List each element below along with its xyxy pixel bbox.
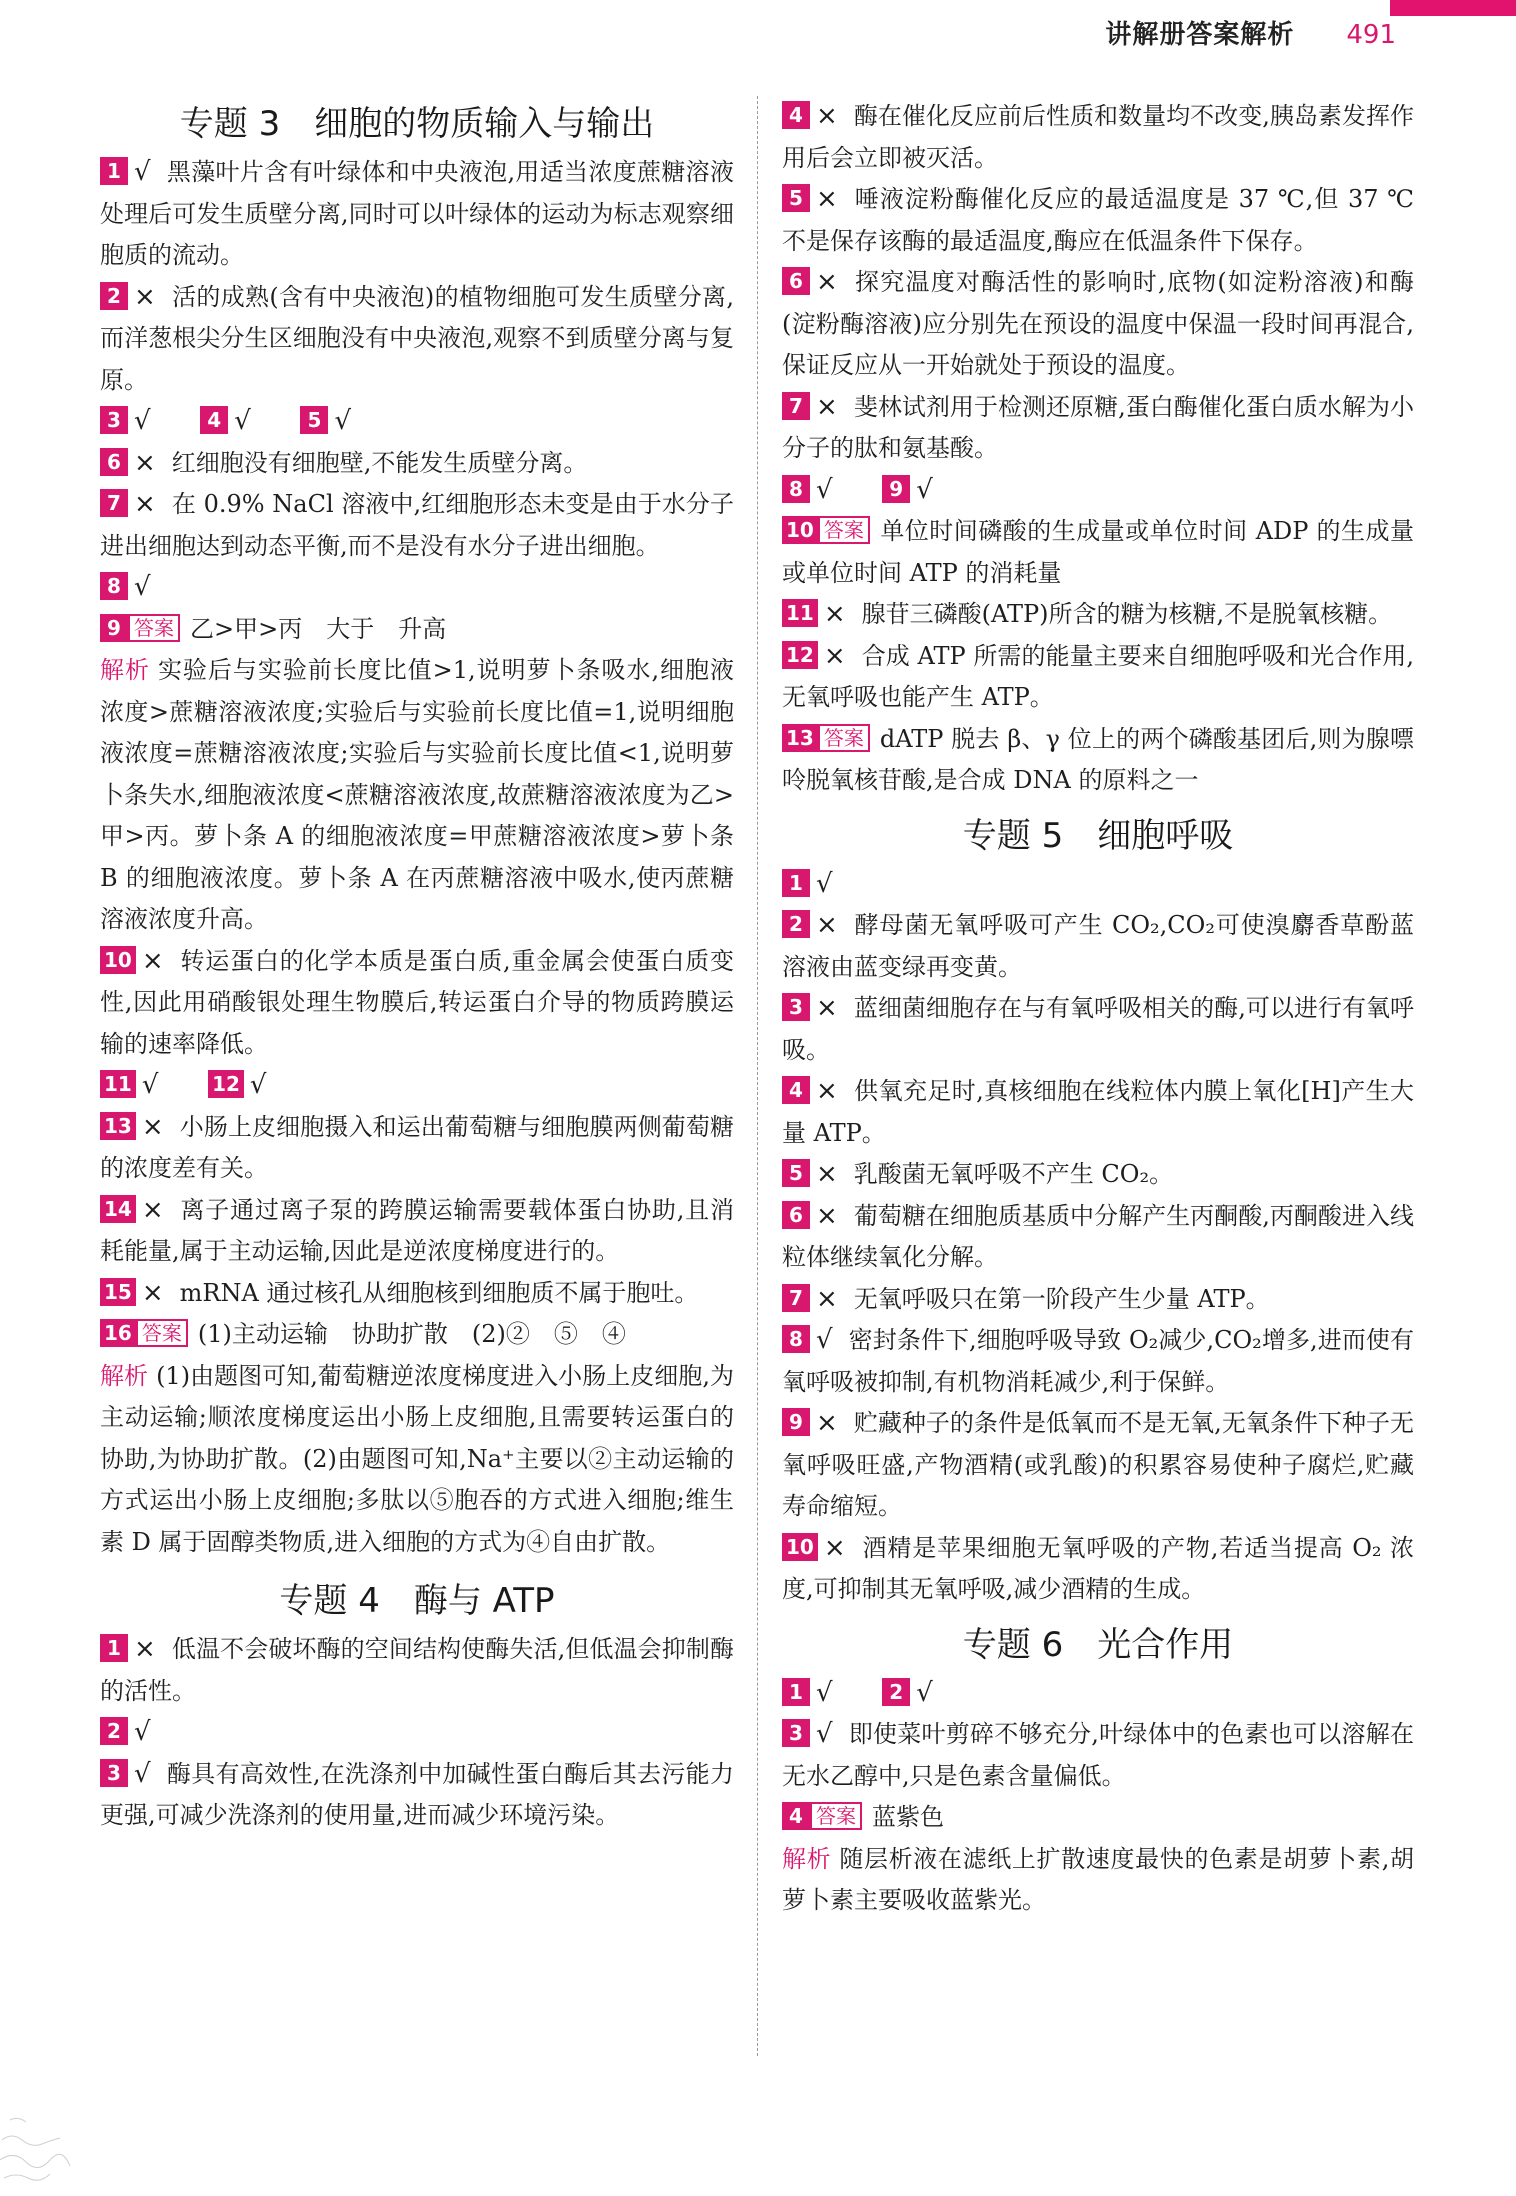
question-number: 1 xyxy=(100,1634,128,1662)
explanation-text: 低温不会破坏酶的空间结构使酶失活,但低温会抑制酶的活性。 xyxy=(100,1635,734,1705)
answer-mark: × xyxy=(141,1194,164,1225)
answer-mark: × xyxy=(816,993,838,1023)
question-number: 4 xyxy=(782,101,810,129)
items-s4-q8-q9 xyxy=(782,470,1414,512)
explanation-text: 供氧充足时,真核细胞在线粒体内膜上氧化[H]产生大量 ATP。 xyxy=(782,1077,1414,1147)
analysis-label: 解析 xyxy=(100,1361,149,1390)
item-s4-q4 xyxy=(782,96,1414,179)
item-s4-q3 xyxy=(100,1754,734,1837)
column-divider xyxy=(757,96,758,2056)
item-s5-q2 xyxy=(782,905,1414,988)
question-number: 10 xyxy=(782,1533,818,1561)
question-number: 8 xyxy=(782,475,810,503)
answer-mark: × xyxy=(134,1634,156,1664)
explanation-text: 酵母菌无氧呼吸可产生 CO₂,CO₂可使溴麝香草酚蓝溶液由蓝变绿再变黄。 xyxy=(782,911,1414,981)
item-s3-q13 xyxy=(100,1107,734,1190)
header-title: 讲解册答案解析 xyxy=(1105,20,1295,50)
answer-mark: × xyxy=(816,184,838,214)
question-number: 13 xyxy=(100,1112,136,1140)
explanation-text: 转运蛋白的化学本质是蛋白质,重金属会使蛋白质变性,因此用硝酸银处理生物膜后,转运蛋白介导的物质跨膜运输的速率降低。 xyxy=(100,946,734,1058)
item-s4-q5 xyxy=(782,179,1414,262)
item-s4-q11 xyxy=(782,594,1414,636)
answer-mark: × xyxy=(134,281,156,312)
answer-mark: √ xyxy=(916,1677,933,1708)
item-s6-q2 xyxy=(882,1679,949,1707)
item-s3-q2 xyxy=(100,277,734,402)
explanation-text: 腺苷三磷酸(ATP)所含的糖为核糖,不是脱氧核糖。 xyxy=(861,600,1393,628)
answer-mark: × xyxy=(816,1076,838,1106)
corner-accent-bar xyxy=(1390,0,1516,16)
question-number: 5 xyxy=(300,406,328,434)
question-number: 16 xyxy=(100,1319,136,1347)
answer-mark: √ xyxy=(141,1070,159,1100)
explanation-text: 葡萄糖在细胞质基质中分解产生丙酮酸,丙酮酸进入线粒体继续氧化分解。 xyxy=(782,1201,1414,1271)
analysis-s3-q9 xyxy=(100,650,734,941)
explanation-text: 离子通过离子泵的跨膜运输需要载体蛋白协助,且消耗能量,属于主动运输,因此是逆浓度梯度进行的。 xyxy=(100,1195,734,1265)
answer-mark: × xyxy=(816,910,838,940)
answer-mark: × xyxy=(816,1283,838,1314)
question-number: 3 xyxy=(782,1719,810,1747)
page-number: 491 xyxy=(1346,20,1396,50)
answer-tag: 答案 xyxy=(136,1319,188,1347)
question-number: 5 xyxy=(782,1159,810,1187)
item-s4-q13 xyxy=(782,719,1414,802)
analysis-label: 解析 xyxy=(782,1844,832,1873)
question-number: 6 xyxy=(782,1201,810,1229)
answer-mark: × xyxy=(816,391,838,422)
item-s4-q10 xyxy=(782,511,1414,594)
question-number: 10 xyxy=(100,946,136,974)
items-s3-q3-q5 xyxy=(100,401,734,443)
answer-mark: √ xyxy=(134,406,151,436)
answer-mark: √ xyxy=(334,406,352,436)
analysis-s3-q16 xyxy=(100,1356,734,1564)
question-number: 3 xyxy=(782,993,810,1021)
item-s4-q7 xyxy=(782,387,1414,470)
question-number: 12 xyxy=(208,1070,244,1098)
item-s4-q1 xyxy=(100,1629,734,1712)
answer-text: (1)主动运输 协助扩散 (2)② ⑤ ④ xyxy=(197,1320,626,1348)
item-s6-q1 xyxy=(782,1679,849,1707)
answer-mark: × xyxy=(816,101,838,131)
question-number: 1 xyxy=(782,869,810,897)
answer-mark: × xyxy=(141,945,164,976)
item-s3-q12 xyxy=(208,1071,282,1099)
question-number: 7 xyxy=(100,489,128,517)
question-number: 4 xyxy=(782,1802,810,1830)
question-number: 8 xyxy=(100,572,128,600)
question-number: 13 xyxy=(782,724,818,752)
answer-mark: √ xyxy=(816,1719,833,1749)
answer-mark: √ xyxy=(816,1325,833,1355)
item-s3-q16 xyxy=(100,1314,734,1356)
item-s5-q5 xyxy=(782,1154,1414,1196)
answer-mark: × xyxy=(134,489,156,519)
explanation-text: 即使菜叶剪碎不够充分,叶绿体中的色素也可以溶解在无水乙醇中,只是色素含量偏低。 xyxy=(782,1720,1414,1790)
question-number: 6 xyxy=(782,267,810,295)
item-s4-q8 xyxy=(782,476,849,504)
question-number: 9 xyxy=(782,1408,810,1436)
analysis-s6-q4 xyxy=(782,1839,1414,1922)
item-s5-q8 xyxy=(782,1320,1414,1403)
answer-text: 单位时间磷酸的生成量或单位时间 ADP 的生成量或单位时间 ATP 的消耗量 xyxy=(782,517,1414,587)
question-number: 7 xyxy=(782,1284,810,1312)
analysis-text: 实验后与实验前长度比值>1,说明萝卜条吸水,细胞液浓度>蔗糖溶液浓度;实验后与实验前长度比值=1,说明细胞液浓度=蔗糖溶液浓度;实验后与实验前长度比值<1,说明萝卜条失水,细胞液浓度<蔗糖溶液浓度,故蔗糖溶液浓度为乙>甲>丙。萝卜条 A 的细胞液浓度=甲蔗糖溶液浓度>萝卜条 B 的细胞液浓度。萝卜条 A 在丙蔗糖溶液中吸水,使丙蔗糖溶液浓度升高。 xyxy=(100,656,735,933)
answer-text: 蓝紫色 xyxy=(872,1803,944,1831)
answer-mark: √ xyxy=(249,1070,267,1100)
item-s6-q4 xyxy=(782,1797,1414,1839)
section-title-3: 专题 3 细胞的物质输入与输出 xyxy=(179,104,655,144)
explanation-text: 探究温度对酶活性的影响时,底物(如淀粉溶液)和酶(淀粉酶溶液)应分别先在预设的温度中保温一段时间再混合,保证反应从一开始就处于预设的温度。 xyxy=(782,268,1414,379)
item-s3-q9 xyxy=(100,609,734,651)
question-number: 5 xyxy=(782,184,810,212)
question-number: 3 xyxy=(100,406,128,434)
item-s3-q7 xyxy=(100,484,734,567)
explanation-text: 合成 ATP 所需的能量主要来自细胞呼吸和光合作用,无氧呼吸也能产生 ATP。 xyxy=(782,641,1414,711)
item-s4-q12 xyxy=(782,636,1414,719)
explanation-text: 无氧呼吸只在第一阶段产生少量 ATP。 xyxy=(853,1284,1270,1313)
answer-mark: √ xyxy=(816,1677,833,1708)
analysis-label: 解析 xyxy=(100,656,150,684)
analysis-text: (1)由题图可知,葡萄糖逆浓度梯度进入小肠上皮细胞,为主动运输;顺浓度梯度运出小肠上皮细胞,且需要转运蛋白的协助,为协助扩散。(2)由题图可知,Na⁺主要以②主动运输的方式运出小肠上皮细胞;多肽以⑤胞吞的方式进入细胞;维生素 D 属于固醇类物质,进入细胞的方式为④自由扩散。 xyxy=(100,1361,734,1556)
item-s3-q6 xyxy=(100,443,734,485)
section-title-6: 专题 6 光合作用 xyxy=(962,1624,1234,1665)
explanation-text: 唾液淀粉酶催化反应的最适温度是 37 ℃,但 37 ℃不是保存该酶的最适温度,酶应在低温条件下保存。 xyxy=(782,185,1414,255)
answer-mark: √ xyxy=(816,474,833,505)
answer-tag: 答案 xyxy=(818,724,870,752)
question-number: 1 xyxy=(100,157,128,185)
answer-mark: × xyxy=(134,447,156,478)
analysis-text: 随层析液在滤纸上扩散速度最快的色素是胡萝卜素,胡萝卜素主要吸收蓝紫光。 xyxy=(782,1844,1414,1914)
item-s3-q4 xyxy=(200,407,267,435)
question-number: 4 xyxy=(200,406,228,434)
item-s5-q7 xyxy=(782,1279,1414,1321)
question-number: 11 xyxy=(100,1070,136,1098)
answer-mark: √ xyxy=(134,157,151,187)
item-s3-q11 xyxy=(100,1071,174,1099)
explanation-text: 红细胞没有细胞壁,不能发生质壁分离。 xyxy=(171,448,588,477)
answer-mark: × xyxy=(823,1532,846,1563)
item-s5-q9 xyxy=(782,1403,1414,1528)
answer-tag: 答案 xyxy=(818,516,870,544)
explanation-text: 蓝细菌细胞存在与有氧呼吸相关的酶,可以进行有氧呼吸。 xyxy=(782,994,1414,1064)
answer-mark: √ xyxy=(134,1758,151,1789)
answer-text: 乙>甲>丙 大于 升高 xyxy=(190,614,447,643)
section-title-4: 专题 4 酶与 ATP xyxy=(279,1581,555,1621)
item-s5-q3 xyxy=(782,988,1414,1071)
question-number: 14 xyxy=(100,1195,136,1223)
right-column xyxy=(782,96,1414,2156)
item-s4-q6 xyxy=(782,262,1414,387)
item-s5-q1 xyxy=(782,864,1414,906)
answer-mark: × xyxy=(816,1408,838,1438)
item-s5-q4 xyxy=(782,1071,1414,1154)
corner-scan-noise xyxy=(0,2080,150,2190)
explanation-text: 酶具有高效性,在洗涤剂中加碱性蛋白酶后其去污能力更强,可减少洗涤剂的使用量,进而减少环境污染。 xyxy=(100,1759,734,1829)
answer-mark: √ xyxy=(916,474,933,505)
item-s3-q1 xyxy=(100,152,734,277)
question-number: 9 xyxy=(882,475,910,503)
answer-mark: × xyxy=(823,640,846,671)
explanation-text: 黑藻叶片含有叶绿体和中央液泡,用适当浓度蔗糖溶液处理后可发生质壁分离,同时可以叶绿体的运动为标志观察细胞质的流动。 xyxy=(100,158,734,269)
answer-mark: × xyxy=(141,1277,164,1308)
item-s3-q14 xyxy=(100,1190,734,1273)
item-s3-q8 xyxy=(100,567,734,609)
question-number: 4 xyxy=(782,1076,810,1104)
answer-mark: √ xyxy=(134,572,151,602)
answer-tag: 答案 xyxy=(128,614,180,642)
item-s3-q3 xyxy=(100,407,167,435)
explanation-text: mRNA 通过核孔从细胞核到细胞质不属于胞吐。 xyxy=(179,1278,699,1307)
item-s3-q5 xyxy=(300,407,367,435)
item-s5-q10 xyxy=(782,1528,1414,1611)
question-number: 11 xyxy=(782,599,818,627)
explanation-text: 乳酸菌无氧呼吸不产生 CO₂。 xyxy=(853,1160,1174,1188)
explanation-text: 斐林试剂用于检测还原糖,蛋白酶催化蛋白质水解为小分子的肽和氨基酸。 xyxy=(782,392,1414,462)
question-number: 8 xyxy=(782,1325,810,1353)
question-number: 1 xyxy=(782,1678,810,1706)
item-s3-q10 xyxy=(100,941,734,1066)
explanation-text: 活的成熟(含有中央液泡)的植物细胞可发生质壁分离,而洋葱根尖分生区细胞没有中央液泡,观察不到质壁分离与复原。 xyxy=(100,282,734,394)
answer-mark: × xyxy=(141,1111,164,1142)
question-number: 2 xyxy=(782,910,810,938)
item-s6-q3 xyxy=(782,1714,1414,1797)
answer-tag: 答案 xyxy=(810,1802,862,1830)
answer-mark: √ xyxy=(234,406,251,436)
question-number: 15 xyxy=(100,1278,136,1306)
question-number: 6 xyxy=(100,448,128,476)
left-column xyxy=(100,96,734,2156)
question-number: 2 xyxy=(882,1678,910,1706)
answer-mark: × xyxy=(816,267,838,297)
answer-mark: × xyxy=(823,599,846,629)
explanation-text: 在 0.9% NaCl 溶液中,红细胞形态未变是由于水分子进出细胞达到动态平衡,而不是没有水分子进出细胞。 xyxy=(100,490,734,560)
section-title-5: 专题 5 细胞呼吸 xyxy=(962,815,1234,856)
explanation-text: 酒精是苹果细胞无氧呼吸的产物,若适当提高 O₂ 浓度,可抑制其无氧呼吸,减少酒精的生成。 xyxy=(782,1533,1414,1603)
answer-mark: √ xyxy=(134,1717,151,1747)
answer-mark: × xyxy=(816,1159,838,1189)
question-number: 10 xyxy=(782,516,818,544)
explanation-text: 贮藏种子的条件是低氧而不是无氧,无氧条件下种子无氧呼吸旺盛,产物酒精(或乳酸)的积累容易使种子腐烂,贮藏寿命缩短。 xyxy=(782,1409,1414,1520)
items-s6-q1-q2 xyxy=(782,1673,1414,1715)
items-s3-q11-q12 xyxy=(100,1065,734,1107)
item-s4-q9 xyxy=(882,476,949,504)
answer-mark: √ xyxy=(816,868,833,899)
answer-text: dATP 脱去 β、γ 位上的两个磷酸基团后,则为腺嘌呤脱氧核苷酸,是合成 DNA 的原料之一 xyxy=(782,724,1414,794)
item-s3-q15 xyxy=(100,1273,734,1315)
question-number: 7 xyxy=(782,392,810,420)
explanation-text: 密封条件下,细胞呼吸导致 O₂减少,CO₂增多,进而使有氧呼吸被抑制,有机物消耗减少,利于保鲜。 xyxy=(782,1326,1414,1396)
question-number: 3 xyxy=(100,1759,128,1787)
item-s4-q2 xyxy=(100,1712,734,1754)
item-s5-q6 xyxy=(782,1196,1414,1279)
question-number: 2 xyxy=(100,282,128,310)
question-number: 12 xyxy=(782,641,818,669)
explanation-text: 酶在催化反应前后性质和数量均不改变,胰岛素发挥作用后会立即被灭活。 xyxy=(782,102,1414,172)
question-number: 2 xyxy=(100,1717,128,1745)
answer-mark: × xyxy=(816,1200,838,1231)
question-number: 9 xyxy=(100,614,128,642)
page-header xyxy=(1105,14,1396,51)
explanation-text: 小肠上皮细胞摄入和运出葡萄糖与细胞膜两侧葡萄糖的浓度差有关。 xyxy=(100,1112,734,1182)
